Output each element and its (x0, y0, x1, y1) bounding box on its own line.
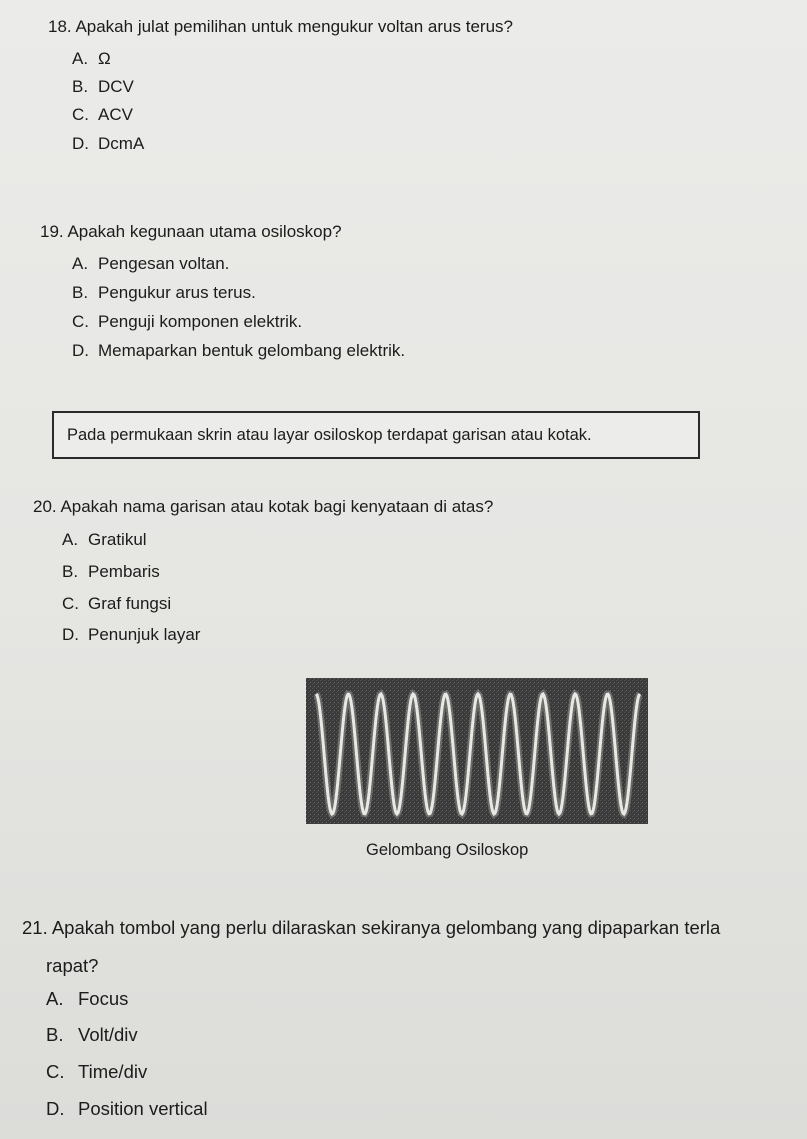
option-19-c[interactable]: C. Penguji komponen elektrik. (72, 312, 303, 331)
question-21-line2: rapat? (46, 955, 99, 976)
image-caption: Gelombang Osiloskop (366, 841, 529, 859)
question-text: Apakah nama garisan atau kotak bagi kenyataan di atas? (60, 497, 494, 516)
question-18 (48, 17, 513, 37)
option-19-b[interactable]: B. Pengukur arus terus. (72, 283, 256, 302)
option-19-a[interactable]: A. Pengesan voltan. (72, 254, 230, 273)
question-text: Apakah kegunaan utama osiloskop? (67, 222, 342, 241)
option-21-a[interactable]: A. Focus (46, 988, 129, 1009)
question-number: 21. (22, 917, 48, 938)
option-20-d[interactable]: D. Penunjuk layar (62, 625, 201, 644)
option-21-d[interactable]: D. Position vertical (46, 1098, 208, 1119)
question-21 (22, 917, 720, 939)
statement-box: Pada permukaan skrin atau layar osiloskop terdapat garisan atau kotak. (52, 411, 700, 459)
option-18-c[interactable]: C. ACV (72, 105, 133, 124)
question-text-line1: Apakah tombol yang perlu dilaraskan sekiranya gelombang yang dipaparkan terla (51, 917, 721, 938)
question-text: Apakah julat pemilihan untuk mengukur voltan arus terus? (75, 17, 513, 36)
question-20 (33, 497, 493, 517)
question-number: 18. (48, 17, 72, 36)
option-20-b[interactable]: B. Pembaris (62, 562, 160, 581)
question-number: 20. (33, 497, 57, 516)
option-20-a[interactable]: A. Gratikul (62, 530, 147, 549)
option-18-a[interactable]: A. Ω (72, 49, 111, 68)
oscilloscope-waveform-image (306, 678, 648, 824)
question-19 (40, 222, 342, 242)
waveform-svg (306, 678, 648, 824)
option-20-c[interactable]: C. Graf fungsi (62, 594, 172, 613)
option-18-d[interactable]: D. DcmA (72, 134, 145, 153)
question-number: 19. (40, 222, 64, 241)
option-19-d[interactable]: D. Memaparkan bentuk gelombang elektrik. (72, 341, 406, 360)
option-21-c[interactable]: C. Time/div (46, 1061, 148, 1082)
option-18-b[interactable]: B. DCV (72, 77, 134, 96)
option-21-b[interactable]: B. Volt/div (46, 1024, 138, 1045)
